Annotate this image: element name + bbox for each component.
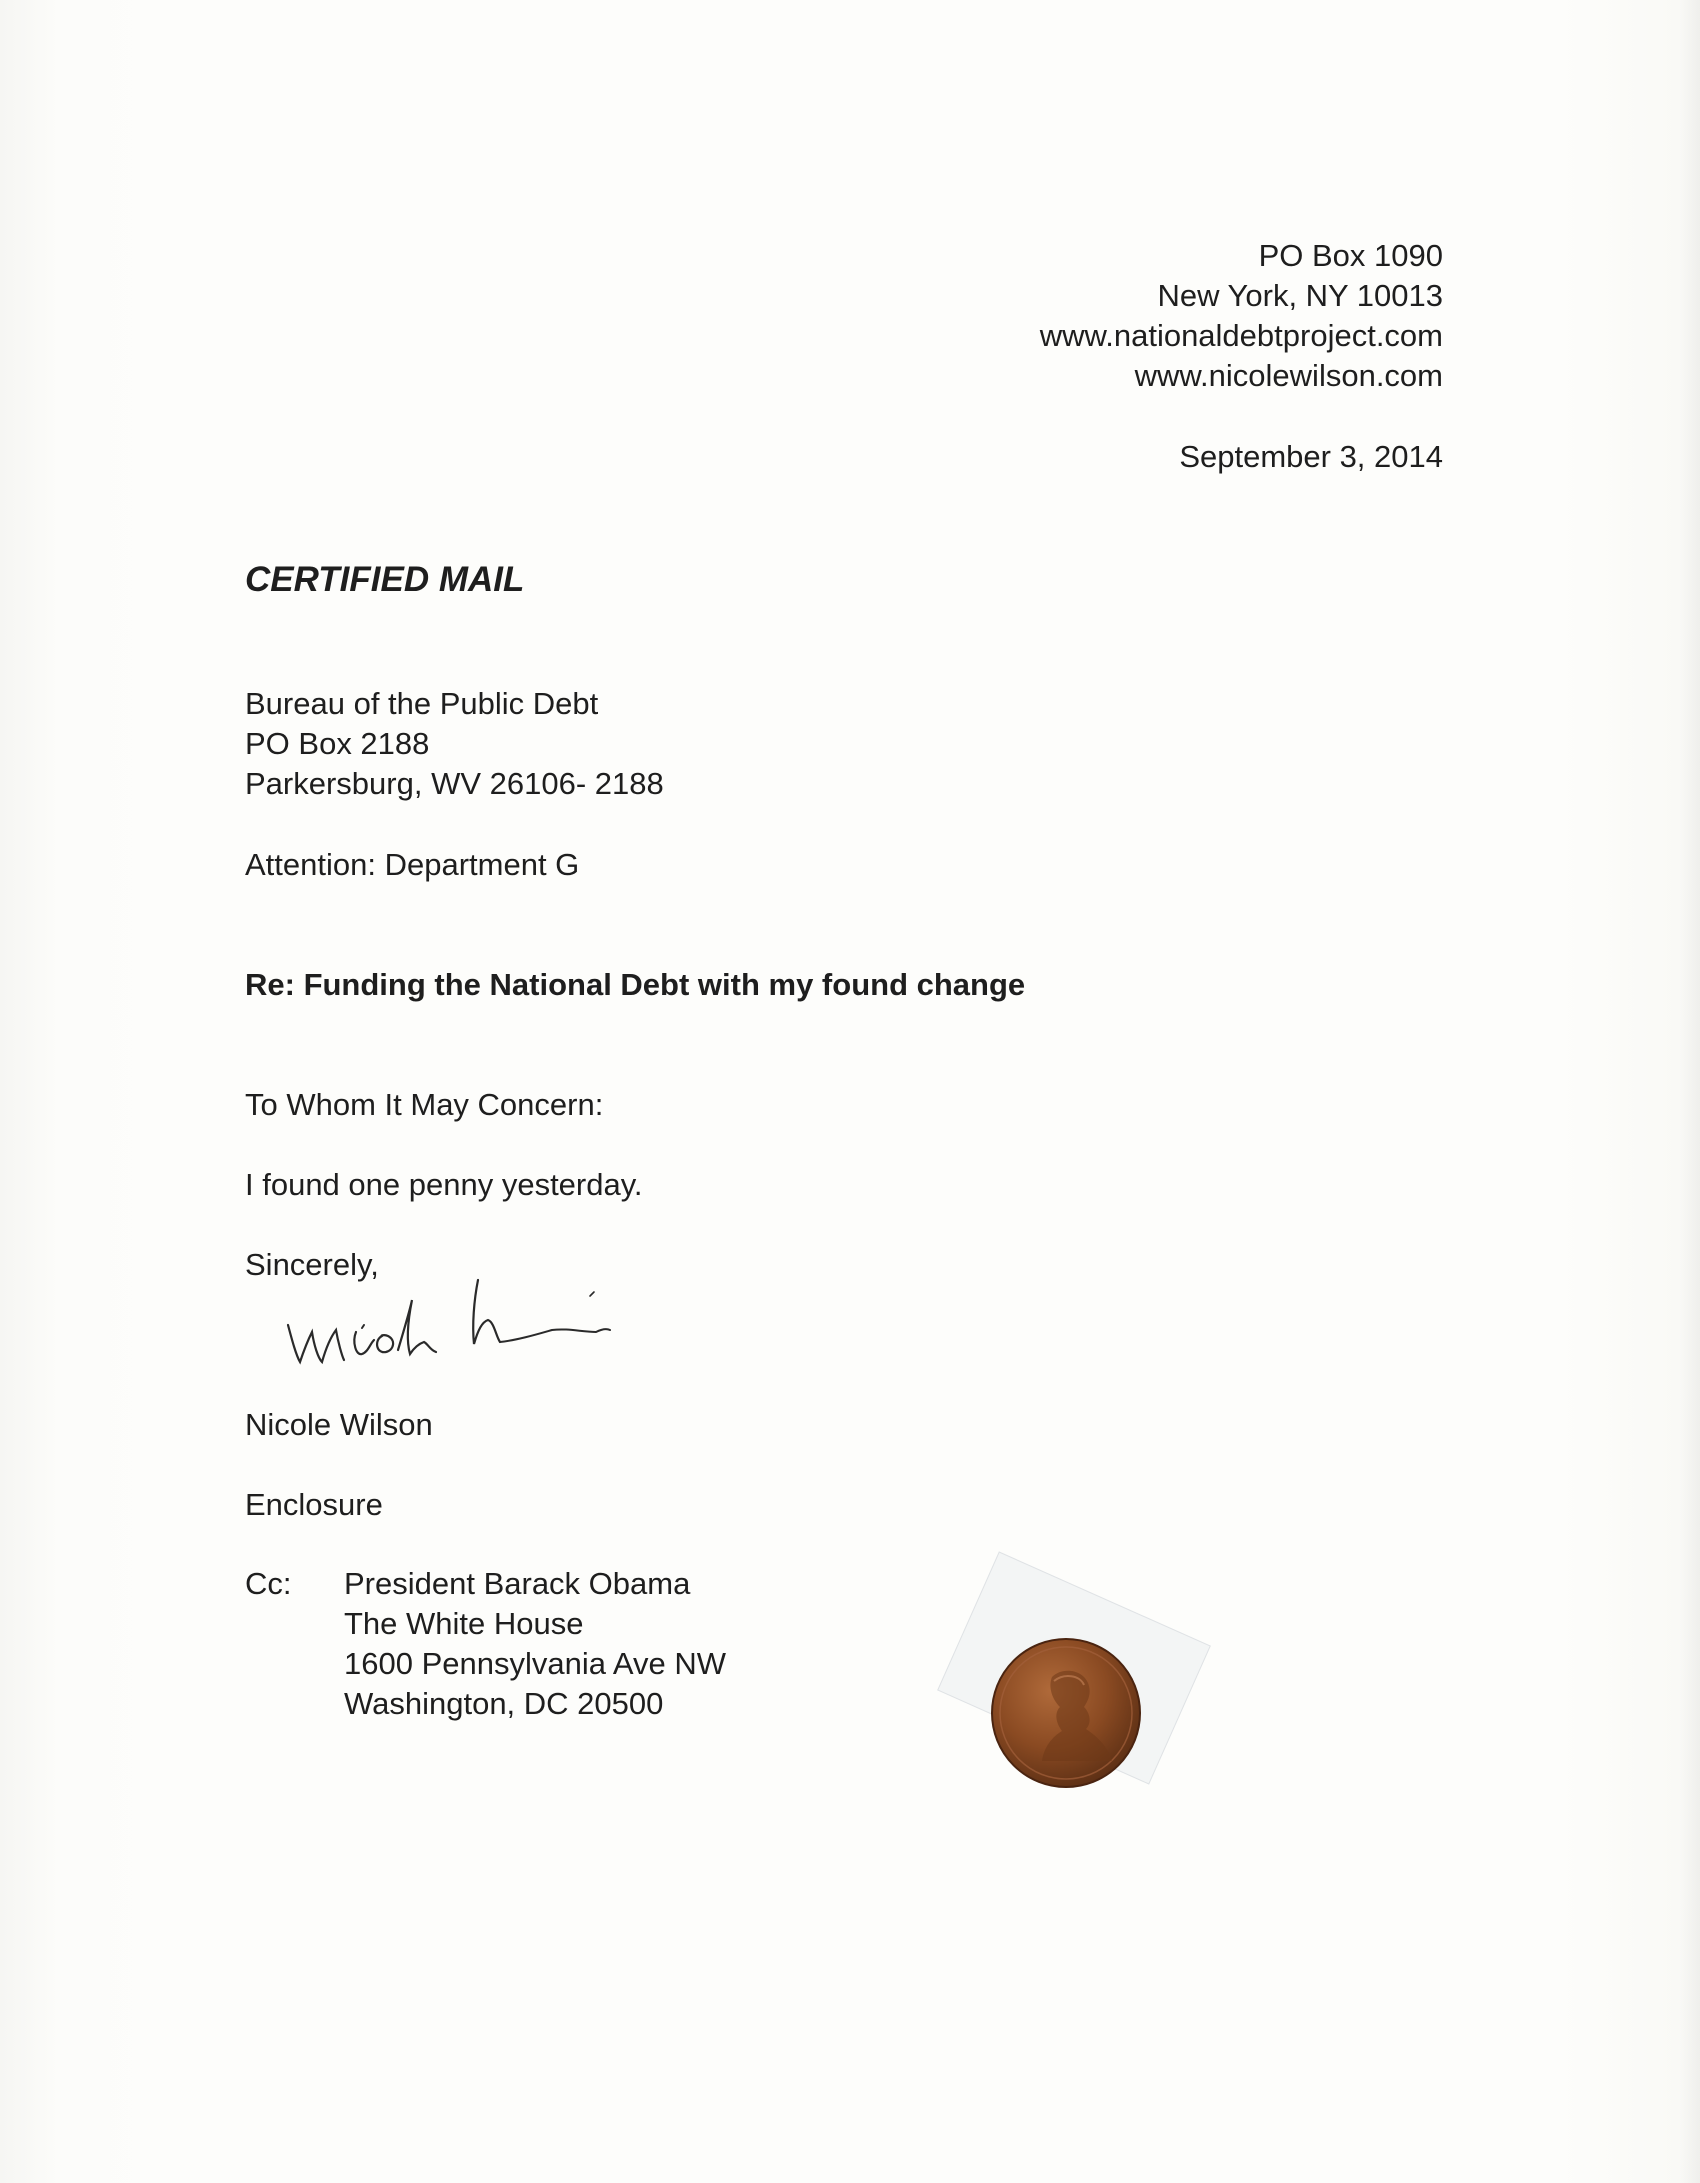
- letter-date: September 3, 2014: [1179, 439, 1443, 474]
- sender-line: PO Box 1090: [1258, 238, 1443, 273]
- cc-line: Washington, DC 20500: [344, 1686, 664, 1721]
- recipient-address: [245, 684, 664, 804]
- sender-address: [1040, 236, 1443, 396]
- enclosure-note: Enclosure: [245, 1487, 383, 1522]
- salutation: To Whom It May Concern:: [245, 1087, 604, 1122]
- recipient-line: PO Box 2188: [245, 726, 430, 761]
- signer-name: Nicole Wilson: [245, 1407, 433, 1442]
- sender-line: www.nationaldebtproject.com: [1039, 318, 1443, 353]
- certified-mail-heading: CERTIFIED MAIL: [245, 560, 525, 599]
- letter-body: I found one penny yesterday.: [245, 1167, 643, 1202]
- handwritten-signature: [278, 1270, 648, 1390]
- attention-line: Attention: Department G: [245, 847, 580, 882]
- cc-line: 1600 Pennsylvania Ave NW: [344, 1646, 726, 1681]
- cc-line: President Barack Obama: [344, 1566, 691, 1601]
- sender-line: www.nicolewilson.com: [1134, 358, 1443, 393]
- cc-line: The White House: [344, 1606, 584, 1641]
- cc-label: Cc:: [245, 1566, 292, 1601]
- recipient-line: Parkersburg, WV 26106- 2188: [245, 766, 664, 801]
- closing: Sincerely,: [245, 1247, 379, 1282]
- cc-address: [344, 1564, 726, 1724]
- sender-line: New York, NY 10013: [1157, 278, 1443, 313]
- subject-line: Re: Funding the National Debt with my found change: [245, 967, 1026, 1002]
- penny-coin: [990, 1637, 1142, 1789]
- recipient-line: Bureau of the Public Debt: [245, 686, 599, 721]
